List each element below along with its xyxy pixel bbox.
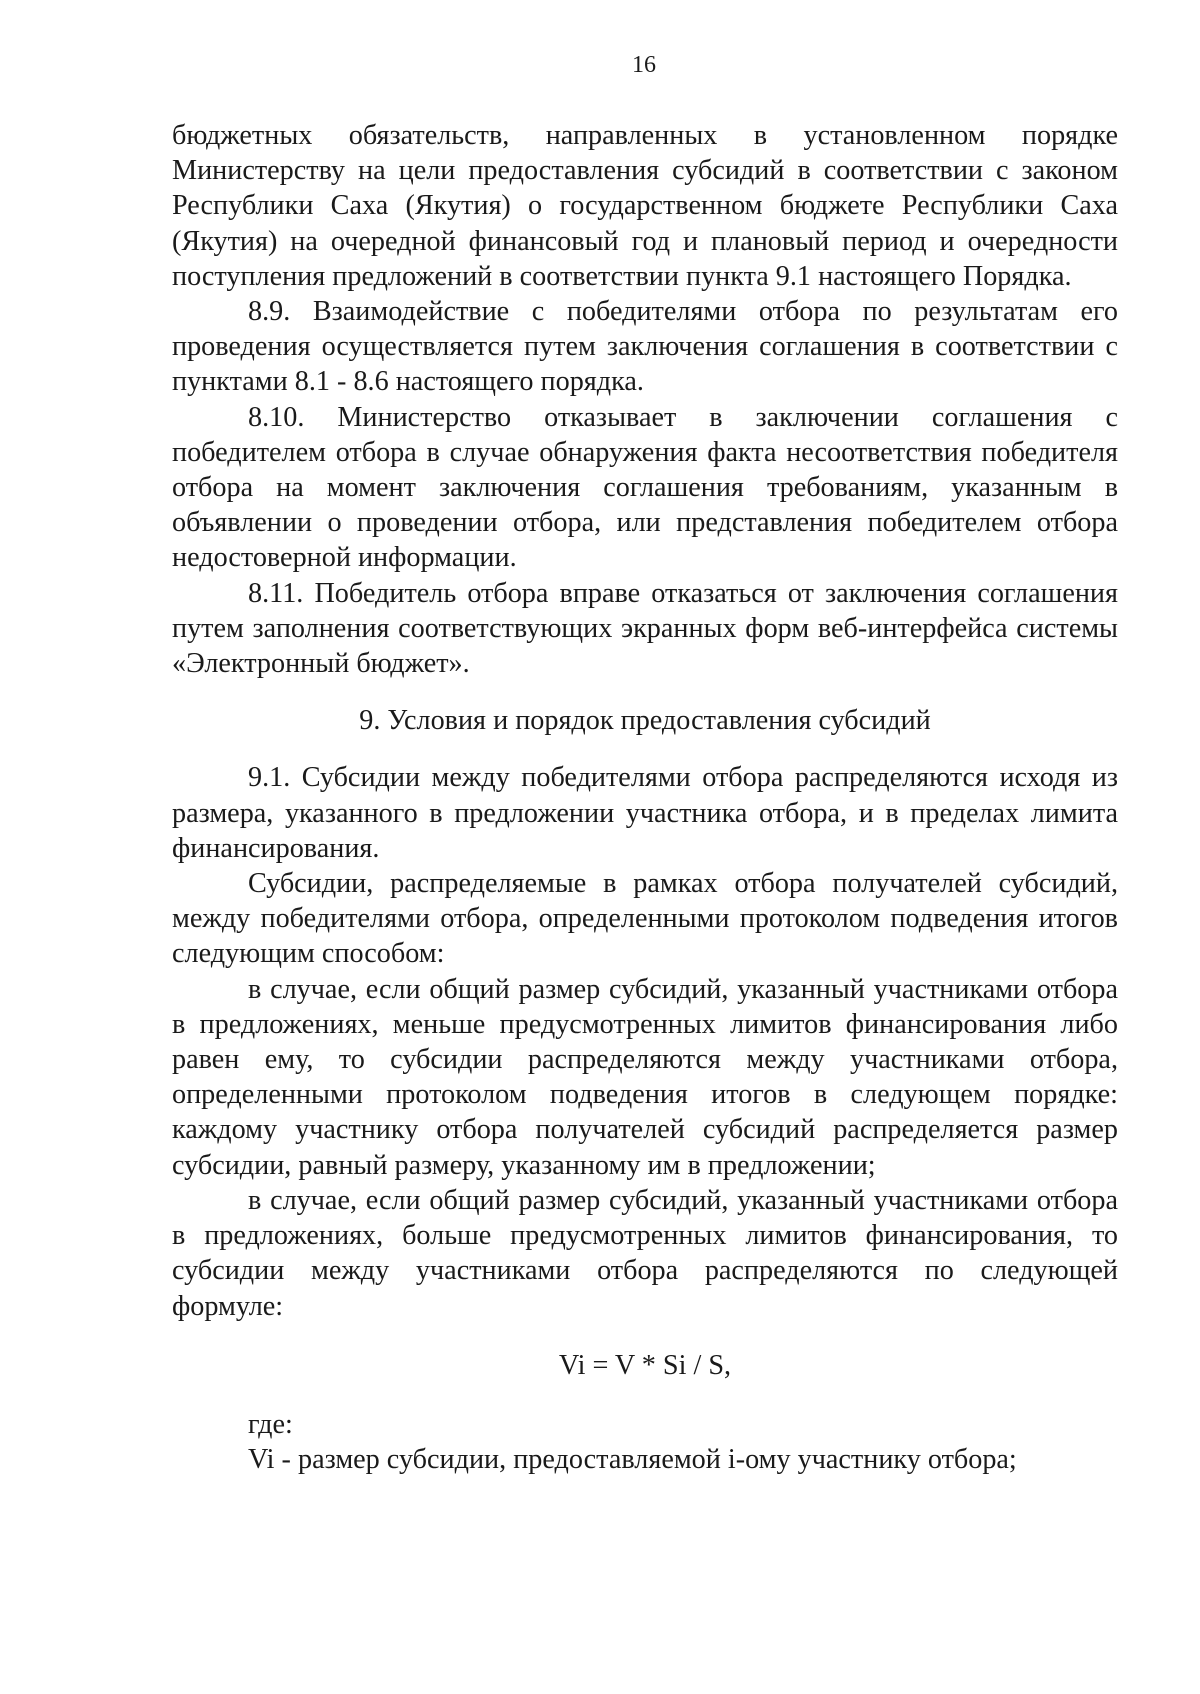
paragraph-case-greater: в случае, если общий размер субсидий, указанный участниками отбора в предложениях, больше предусмотренных лимитов финансирования, то субсидии между участниками отбора распределяются по следующей формуле:: [172, 1184, 1118, 1322]
paragraph-9-1: 9.1. Субсидии между победителями отбора распределяются исходя из размера, указанного в предложении участника отбора, и в пределах лимита финансирования.: [172, 762, 1118, 864]
paragraph-8-10: 8.10. Министерство отказывает в заключении соглашения с победителем отбора в случае обнаружения факта несоответствия победителя отбора на момент заключения соглашения требованиям, указанным в объявлении о проведении отбора, или представления победителем отбора недостоверной информации.: [172, 401, 1118, 574]
section-heading-9: 9. Условия и порядок предоставления субсидий: [359, 705, 931, 737]
page-number: 16: [632, 52, 656, 78]
formula: Vi = V * Si / S,: [558, 1349, 732, 1381]
paragraph-case-less-or-equal: в случае, если общий размер субсидий, указанный участниками отбора в предложениях, меньше предусмотренных лимитов финансирования либо равен ему, то субсидии распределяются между участниками отбора, определенными протоколом подведения итогов в следующем порядке: каждому участнику отбора получателей субсидий распределяется размер субсидии, равный размеру, указанному им в предложении;: [172, 973, 1118, 1181]
paragraph-budget-obligations: бюджетных обязательств, направленных в установленном порядке Министерству на цели предоставления субсидий в соответствии с законом Республики Саха (Якутия) о государственном бюджете Республики Саха (Якутия) на очередной финансовый год и плановый период и очередности поступления предложений в соответствии пункта 9.1 настоящего Порядка.: [172, 120, 1118, 292]
paragraph-subsidies-distribution: Субсидии, распределяемые в рамках отбора получателей субсидий, между победителями отбора, определенными протоколом подведения итогов следующим способом:: [172, 868, 1118, 970]
paragraph-8-9: 8.9. Взаимодействие с победителями отбора по результатам его проведения осуществляется путем заключения соглашения в соответствии с пунктами 8.1 - 8.6 настоящего порядка.: [172, 296, 1118, 398]
paragraph-8-11: 8.11. Победитель отбора вправе отказаться от заключения соглашения путем заполнения соответствующих экранных форм веб-интерфейса системы «Электронный бюджет».: [172, 577, 1118, 680]
paragraph-vi-definition: Vi - размер субсидии, предоставляемой i-ому участнику отбора;: [248, 1444, 1017, 1476]
document-body: [172, 118, 1118, 1477]
paragraph-where: где:: [248, 1408, 293, 1440]
